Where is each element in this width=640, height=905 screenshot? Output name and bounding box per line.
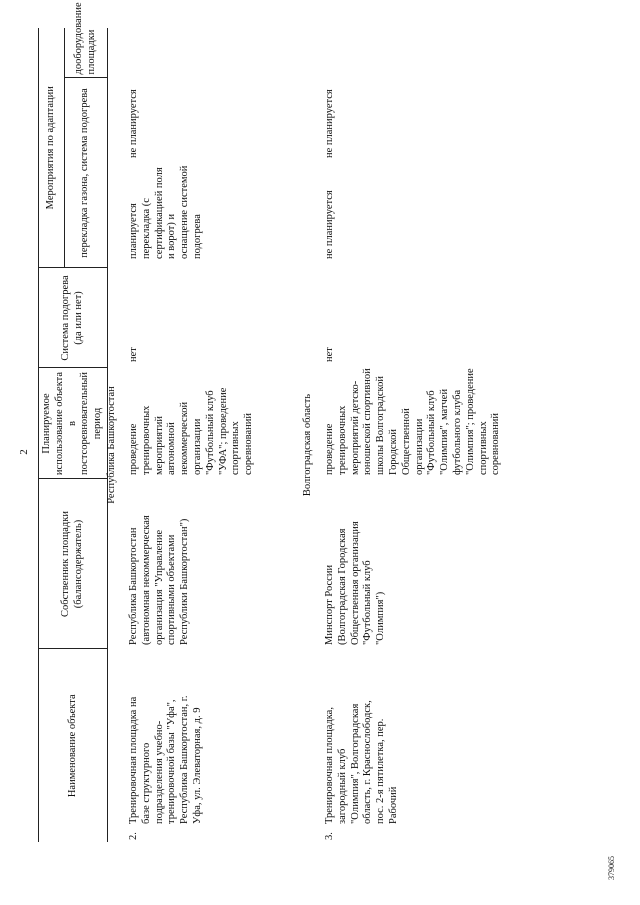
row-heating: нет (324, 347, 335, 362)
row-planned-use: проведение тренировочных мероприятий автономной некоммерческой организации "Футбольный клуб "УФА"; проведение спортивных соревнований (128, 387, 255, 475)
page-number: 2 (18, 449, 30, 455)
row-number: 2. (128, 832, 139, 840)
header-adapt-lawn: перекладка газона, система подогрева (64, 78, 107, 268)
header-table (38, 2, 108, 842)
row-adapt-lawn: не планируется (324, 190, 335, 259)
document-id: 379065 (607, 856, 616, 880)
region-heading: Республика Башкортостан (106, 386, 117, 504)
row-adapt-equipment: не планируется (324, 89, 335, 158)
rotated-sheet (10, 2, 630, 892)
row-name: Тренировочная площадка, загородный клуб "Олимпия", Волгоградская область, г. Краснослободск, пос. 2-я пятилетка, пер. Рабочий (324, 700, 399, 824)
row-number: 3. (324, 832, 335, 840)
header-owner: Собственник площадки (балансодержатель) (39, 479, 108, 649)
row-planned-use: проведение тренировочных мероприятий детско-юношеской спортивной школы Волгоградской Городской Общественной организации "Футбольный клуб "Олимпия", матчей футбольного клуба "Олимпия"; проведение спортивных соревнований (324, 368, 502, 475)
row-adapt-lawn: планируется перекладка (с сертификацией поля и ворот) и оснащение системой подогрева (128, 165, 203, 259)
row-heating: нет (128, 347, 139, 362)
header-name: Наименование объекта (39, 649, 108, 842)
header-adaptation: Мероприятия по адаптации (39, 28, 65, 268)
region-heading: Волгоградская область (302, 393, 313, 497)
header-heating: Система подогрева (да или нет) (39, 268, 108, 368)
row-adapt-equipment: не планируется (128, 89, 139, 158)
header-planned-use: Планируемое использование объекта в постсоревновательный период (39, 368, 108, 479)
row-owner: Республика Башкортостан (автономная некоммерческая организация "Управление спортивными объектами Республики Башкортостан") (128, 515, 191, 645)
row-name: Тренировочная площадка на базе структурного подразделения учебно-тренировочной базы "Уфа", Республика Башкортостан, г. Уфа, ул. Элеваторная, д. 9 (128, 695, 203, 824)
header-adapt-equipment: дооборудование площадки (64, 28, 107, 78)
row-owner: Минспорт России (Волгоградская Городская Общественная организация "Футбольный клуб "Олимпия") (324, 521, 387, 645)
